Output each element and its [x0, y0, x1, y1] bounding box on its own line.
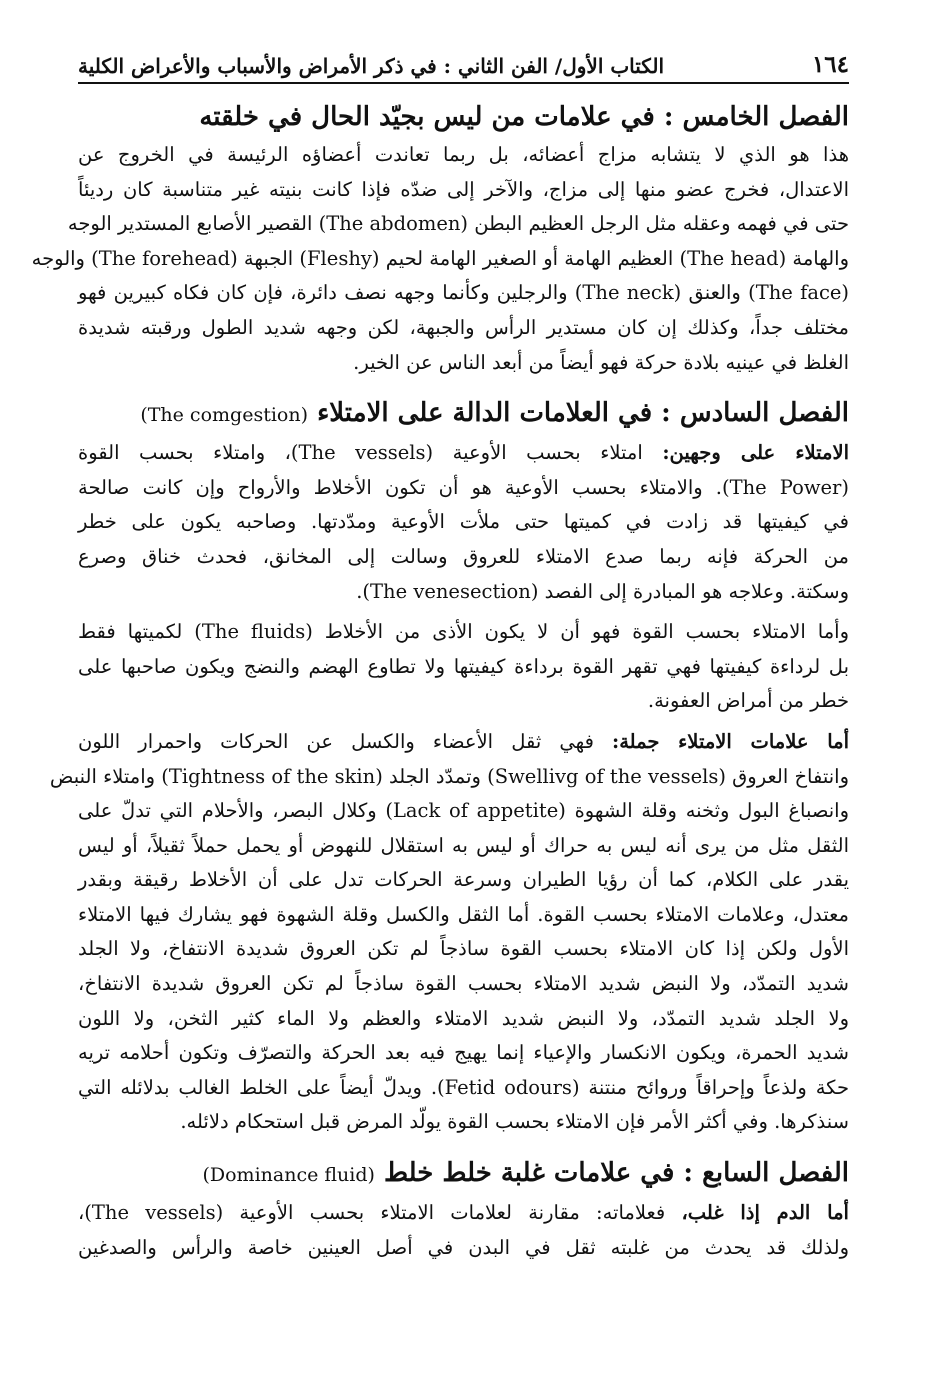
- line-text: ولا الجلد شديد التمدّد، ولا النبض شديد الامتلاء والعظم ولا الماء كثير الثخن، ولا اللون: [78, 1006, 849, 1030]
- line-text: معتدل، وعلامات الامتلاء بحسب القوة. أما الثقل والكسل وقلة الشهوة فهو يشارك فيها الامتلاء: [78, 902, 849, 926]
- text-line: [78, 540, 849, 575]
- text-line: [78, 471, 849, 506]
- paragraph: [78, 615, 849, 719]
- line-text: الثقل مثل من يرى أنه ليس به حراك أو ليس به استقلال للنهوض أو يحمل حملاً ثقيلاً، أو ليس: [78, 833, 849, 857]
- text-line: [78, 898, 849, 933]
- paragraph: [49, 725, 850, 1140]
- text-line: [78, 967, 849, 1002]
- text-line: [78, 725, 849, 760]
- line-text: وانصباغ البول وثخنه وقلة الشهوة (Lack of appetite) وكلال البصر، والأحلام التي تدلّ على: [78, 799, 850, 823]
- line-text: شديد الحمرة، ويكون الانكسار والإعياء إنما يهيج فيه بعد الحركة والتصرّف وتكون أحلامه تريه: [78, 1041, 849, 1065]
- text-line: [78, 276, 849, 311]
- line-text: ولذلك قد يحدث من غلبته ثقل في البدن في أصل العينين خاصة والرأس والصدغين: [78, 1235, 849, 1259]
- text-line: [78, 1071, 849, 1106]
- text-line: [78, 311, 849, 346]
- page-number: ١٦٤: [811, 51, 849, 78]
- line-text: الأول ولكن إذا كان الامتلاء بحسب القوة ساذجاً لم تكن العروق شديدة الانتفاخ، ولا الجلد: [78, 937, 849, 961]
- paragraph: [78, 436, 849, 609]
- line-text: شديد التمدّد، ولا النبض شديد الامتلاء بحسب القوة ساذجاً لم تكن العروق شديدة الانتفاخ،: [78, 972, 849, 996]
- text-line: [78, 863, 849, 898]
- text-line: [78, 1231, 849, 1266]
- text-line: [67, 207, 849, 242]
- text-line: [31, 242, 849, 277]
- chapter-heading: [78, 394, 849, 434]
- running-header: [78, 34, 849, 84]
- line-text: (The face) والعنق (The neck) والرجلين وكأنما وجهه نصف دائرة، فإن كان فكاه كبيرين فهو: [78, 281, 850, 305]
- text-line: [78, 1196, 849, 1231]
- text-line: [78, 829, 849, 864]
- line-text: وانتفاخ العروق (Swellivg of the vessels) وتمدّد الجلد (Tightness of the skin) وامتلاء النبض: [49, 764, 849, 788]
- text-line: [78, 794, 849, 829]
- line-text: خطر من أمراض العفونة.: [647, 689, 849, 713]
- line-text: الغلظ في عينيه بلادة حركة فهو أيضاً من أبعد الناس عن الخير.: [353, 350, 849, 374]
- paragraph-lead: أما الدم إذا غلب،: [681, 1201, 849, 1225]
- text-line: [78, 684, 849, 719]
- text-line: [78, 346, 849, 381]
- line-text: في كيفيتها قد زادت في كميتها حتى ملأت الأوعية ومدّدتها. وصاحبه يكون على خطر: [78, 510, 849, 534]
- running-title: الكتاب الأول/ الفن الثاني : في ذكر الأمراض والأسباب والأعراض الكلية: [78, 54, 665, 78]
- paragraph: [78, 1196, 849, 1265]
- text-line: [78, 650, 849, 685]
- paragraph-lead: الامتلاء على وجهين:: [662, 441, 849, 465]
- text-line: [78, 615, 849, 650]
- text-line: [78, 932, 849, 967]
- paragraph-lead: أما علامات الامتلاء جملة:: [612, 729, 849, 753]
- chapter-title: الفصل السادس : في العلامات الدالة على الامتلاء: [317, 398, 849, 429]
- chapter-heading: [78, 98, 849, 136]
- text-line: [78, 575, 849, 610]
- line-text: مختلف جداً، وكذلك إن كان مستدير الرأس والجبهة، لكن وجهه شديد الطول ورقبته شديدة: [78, 315, 849, 339]
- text-line: [78, 173, 849, 208]
- text-line: [78, 1105, 849, 1140]
- line-text: فهي ثقل الأعضاء والكسل عن الحركات واحمرار اللون: [78, 729, 594, 753]
- text-line: [78, 1036, 849, 1071]
- line-text: والهامة (The head) العظيم الهامة أو الصغير الهامة لحيم (Fleshy) الجبهة (The forehead) والوجه: [31, 246, 849, 270]
- line-text: وسكتة. وعلاجه هو المبادرة إلى الفصد (The venesection).: [356, 579, 849, 603]
- chapter-title-english: (The comgestion): [140, 404, 308, 427]
- chapter-heading: [78, 1154, 849, 1194]
- line-text: فعلاماته: مقارنة لعلامات الامتلاء بحسب الأوعية (The vessels)،: [78, 1201, 666, 1225]
- line-text: سنذكرها. وفي أكثر الأمر فإن الامتلاء بحسب القوة يولّد المرض قبل استحكام دلائله.: [180, 1110, 849, 1134]
- line-text: حكة ولذعاً وإحراقاً وروائح منتنة (Fetid odours). ويدلّ أيضاً على الخلط الغالب بدلائله التي: [78, 1075, 849, 1099]
- chapter-title: الفصل السابع : في علامات غلبة خلط خلط: [384, 1158, 849, 1189]
- line-text: امتلاء بحسب الأوعية (The vessels)، وامتلاء بحسب القوة: [78, 441, 643, 465]
- line-text: (The Power). والامتلاء بحسب الأوعية هو أن تكون الأخلاط والأرواح وإن كانت صالحة: [78, 475, 849, 499]
- line-text: حتى في فهمه وعقله مثل الرجل العظيم البطن (The abdomen) القصير الأصابع المستدير الوجه: [67, 212, 849, 236]
- text-line: [78, 436, 849, 471]
- line-text: وأما الامتلاء بحسب القوة فهو أن لا يكون الأذى من الأخلاط (The fluids) لكميتها فقط: [78, 620, 849, 644]
- paragraph: [31, 138, 850, 380]
- text-line: [49, 760, 849, 795]
- line-text: هذا هو الذي لا يتشابه مزاج أعضائه، بل ربما تعاندت أعضاؤه الرئيسة في الخروج عن: [78, 143, 849, 166]
- chapter-title-english: (Dominance fluid): [202, 1164, 375, 1187]
- text-line: [78, 138, 849, 173]
- text-line: [78, 505, 849, 540]
- page-body: [31, 98, 850, 1265]
- chapter-title: الفصل الخامس : في علامات من ليس بجيّد الحال في خلقته: [199, 102, 849, 132]
- line-text: من الحركة فإنه ربما صدع الامتلاء للعروق وسالت إلى المخانق، فحدث خناق وصرع: [78, 544, 849, 568]
- line-text: الاعتدال، فخرج عضو منها إلى مزاج، والآخر إلى ضدّه فإذا كانت بنيته غير متناسبة كان رديئاً: [78, 177, 849, 201]
- line-text: بل لرداءة كيفيتها فهي تقهر القوة برداءة كيفيتها ولا تطاوع الهضم والنضج ويكون صاحبها على: [78, 654, 849, 678]
- text-line: [78, 1002, 849, 1037]
- line-text: يقدر على الكلام، كما أن رؤيا الطيران وسرعة الحركات تدل على أن الأخلاط رقيقة وبقدر: [78, 868, 849, 892]
